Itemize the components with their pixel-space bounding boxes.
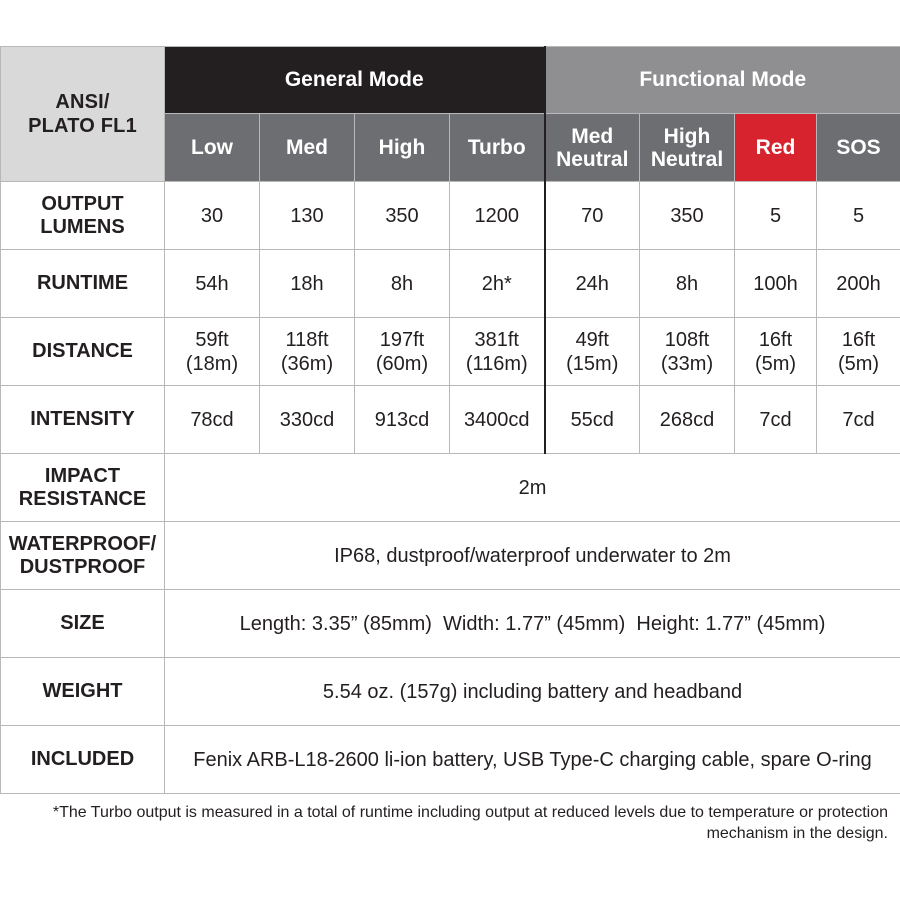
table-cell [260, 250, 355, 318]
mode-label: Red [755, 136, 796, 159]
cell-value: 5 [769, 204, 782, 227]
row-label-text: WATERPROOF/ DUSTPROOF [8, 532, 157, 578]
row-label-text: WEIGHT [42, 680, 123, 702]
cell-value: 18h [290, 272, 324, 295]
weight-row [1, 658, 900, 726]
cell-value: 5 [852, 204, 865, 227]
row-label [1, 590, 165, 658]
mode-high [355, 114, 450, 182]
row-label-text: INTENSITY [30, 408, 135, 430]
waterproof-row [1, 522, 900, 590]
output-row [1, 182, 900, 250]
table-cell-wide [165, 522, 900, 590]
table-cell [817, 250, 900, 318]
cell-value: 16ft (5m) [754, 328, 797, 375]
table-cell [450, 318, 545, 386]
cell-value: 24h [575, 272, 609, 295]
cell-value: 118ft (36m) [280, 328, 334, 375]
mode-label: Low [191, 136, 233, 159]
cell-value: 350 [670, 204, 704, 227]
table-cell [260, 182, 355, 250]
table-cell [355, 318, 450, 386]
table-cell [355, 386, 450, 454]
mode-high-neutral [640, 114, 735, 182]
table-cell [450, 386, 545, 454]
table-cell [735, 182, 817, 250]
table-cell [165, 318, 260, 386]
footnote-text: *The Turbo output is measured in a total of runtime including output at reduced levels due to temperature or protection mechanism in the design. [52, 804, 888, 842]
cell-value: IP68, dustproof/waterproof underwater to 2m [334, 544, 731, 567]
cell-value: 1200 [474, 204, 519, 227]
corner-label [1, 47, 165, 182]
intensity-row [1, 386, 900, 454]
table-cell [165, 250, 260, 318]
mode-label: High [378, 136, 426, 159]
mode-label: SOS [836, 136, 881, 159]
row-label [1, 386, 165, 454]
row-label [1, 318, 165, 386]
cell-value: 8h [390, 272, 414, 295]
table-cell [817, 386, 900, 454]
mode-label: Med Neutral [556, 124, 629, 171]
cell-value: 330cd [279, 408, 335, 431]
row-label-text: SIZE [60, 612, 105, 634]
row-label [1, 522, 165, 590]
cell-value: 3400cd [463, 408, 530, 431]
table-cell [735, 250, 817, 318]
mode-sos [817, 114, 900, 182]
cell-value: 268cd [659, 408, 715, 431]
impact-row [1, 454, 900, 522]
mode-med [260, 114, 355, 182]
table-cell [450, 182, 545, 250]
table-cell-wide [165, 726, 900, 794]
cell-value: 381ft (116m) [465, 328, 528, 375]
cell-value: 913cd [374, 408, 430, 431]
mode-med-neutral [545, 114, 640, 182]
cell-value: 54h [195, 272, 229, 295]
mode-label: High Neutral [650, 124, 724, 171]
row-label [1, 726, 165, 794]
group-header-row [1, 47, 900, 114]
cell-value: 350 [385, 204, 419, 227]
table-cell [735, 386, 817, 454]
specification-table [0, 46, 900, 794]
mode-label: Med [286, 136, 328, 159]
cell-value: 78cd [190, 408, 234, 431]
row-label [1, 454, 165, 522]
distance-row [1, 318, 900, 386]
table-cell [640, 318, 735, 386]
table-cell [165, 182, 260, 250]
mode-label: Turbo [467, 136, 526, 159]
table-cell [640, 386, 735, 454]
table-cell [545, 318, 640, 386]
table-cell [355, 182, 450, 250]
general-mode-header [165, 47, 545, 114]
table-cell [545, 250, 640, 318]
row-label-text: RUNTIME [36, 272, 129, 294]
table-cell-wide [165, 590, 900, 658]
cell-value: 70 [581, 204, 604, 227]
cell-value: 200h [836, 272, 881, 295]
table-cell-wide [165, 658, 900, 726]
cell-value: 55cd [570, 408, 614, 431]
cell-value: 100h [753, 272, 798, 295]
row-label [1, 658, 165, 726]
mode-low [165, 114, 260, 182]
cell-value: Fenix ARB-L18-2600 li-ion battery, USB Type-C charging cable, spare O-ring [193, 748, 872, 771]
row-label [1, 250, 165, 318]
table-cell [545, 182, 640, 250]
functional-mode-header [545, 47, 900, 114]
row-label-text: IMPACT RESISTANCE [18, 464, 147, 510]
table-cell [640, 250, 735, 318]
table-cell [545, 386, 640, 454]
cell-value: 2h* [481, 272, 512, 295]
table-cell [165, 386, 260, 454]
mode-turbo [450, 114, 545, 182]
cell-value: 130 [290, 204, 324, 227]
row-label-text: OUTPUT LUMENS [40, 192, 125, 238]
table-cell-wide [165, 454, 900, 522]
cell-value: 7cd [842, 408, 875, 431]
cell-value: 59ft (18m) [185, 328, 239, 375]
functional-mode-label: Functional Mode [639, 68, 807, 91]
table-cell [817, 318, 900, 386]
table-cell [817, 182, 900, 250]
row-label [1, 182, 165, 250]
cell-value: 5.54 oz. (157g) including battery and headband [322, 680, 743, 703]
cell-value: 8h [675, 272, 699, 295]
general-mode-label: General Mode [284, 68, 424, 91]
size-row [1, 590, 900, 658]
table-cell [640, 182, 735, 250]
table-cell [260, 386, 355, 454]
cell-value: 16ft (5m) [837, 328, 880, 375]
table-cell [355, 250, 450, 318]
cell-value: 7cd [759, 408, 792, 431]
table-cell [260, 318, 355, 386]
row-label-text: DISTANCE [32, 340, 133, 362]
cell-value: 2m [518, 476, 547, 499]
table-cell [735, 318, 817, 386]
cell-value: 108ft (33m) [660, 328, 714, 375]
footnote [12, 802, 888, 844]
cell-value: 49ft (15m) [566, 328, 619, 375]
cell-value: Length: 3.35” (85mm) Width: 1.77” (45mm) Height: 1.77” (45mm) [239, 612, 826, 635]
row-label-text: INCLUDED [30, 748, 135, 770]
cell-value: 197ft (60m) [375, 328, 429, 375]
runtime-row [1, 250, 900, 318]
mode-red [735, 114, 817, 182]
table-cell [450, 250, 545, 318]
cell-value: 30 [200, 204, 224, 227]
corner-label-text: ANSI/ PLATO FL1 [28, 91, 137, 137]
included-row [1, 726, 900, 794]
